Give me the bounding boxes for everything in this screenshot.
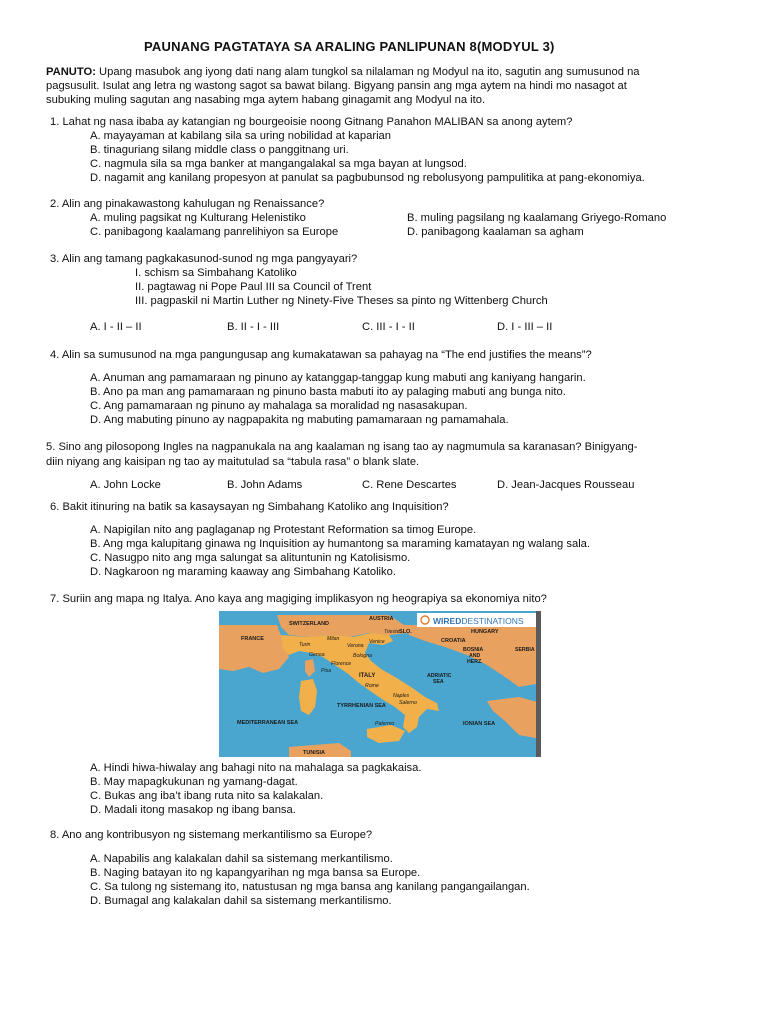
map-label-trieste: Trieste [384,629,400,635]
map-label-bosnia-2: AND [469,653,481,659]
question-2-stem: 2. Alin ang pinakawastong kahulugan ng Renaissance? [50,198,325,210]
question-3-item-1: I. schism sa Simbahang Katoliko [135,267,297,279]
italy-map [219,611,541,757]
instructions-text-1: Upang masubok ang iyong dati nang alam tungkol sa nilalaman ng Modyul na ito, sagutin ang sumusunod na [95,66,640,78]
question-2-option-a: A. muling pagsikat ng Kulturang Helenistiko [90,212,306,224]
question-1-option-d: D. nagamit ang kanilang propesyon at panulat sa pagbubunsod ng rebolusyong pampulitika at pang-ekonomiya. [90,172,645,184]
question-5-option-a: A. John Locke [90,479,161,491]
document-title: PAUNANG PAGTATAYA SA ARALING PANLIPUNAN 8(MODYUL 3) [144,39,555,54]
question-2-option-c: C. panibagong kaalamang panrelihiyon sa Europe [90,226,339,238]
map-label-salerno: Salerno [399,700,417,706]
question-6-option-c: C. Nasugpo nito ang mga salungat sa alituntunin ng Katolisismo. [90,552,411,564]
map-label-adriatic-1: ADRIATIC [427,673,452,679]
map-label-rome: Rome [365,683,379,689]
svg-text:WIREDDESTINATIONS [433,616,524,626]
map-label-adriatic-2: SEA [433,679,444,685]
question-3-option-a: A. I - II – II [90,321,142,333]
map-label-naples: Naples [393,693,410,699]
question-7-stem: 7. Suriin ang mapa ng Italya. Ano kaya ang magiging implikasyon ng heograpiya sa ekonomiya nito? [50,593,547,605]
question-6-option-b: B. Ang mga kalupitang ginawa ng Inquisition ay humantong sa maraming kamatayan ng walang sala. [90,538,591,550]
map-label-palermo: Palermo [375,721,395,727]
question-6-option-a: A. Napigilan nito ang paglaganap ng Protestant Reformation sa timog Europe. [90,524,477,536]
map-land-france [219,625,289,673]
question-5-option-b: B. John Adams [227,479,303,491]
map-label-france: FRANCE [241,636,264,642]
question-5-stem-line-2: diin niyang ang kaisipan ng tao ay maitutulad sa “tabula rasa” o blank slate. [46,456,420,468]
question-3-option-b: B. II - I - III [227,321,280,333]
question-4-option-d: D. Ang mabuting pinuno ay nagpapakita ng mabuting pamamaraan ng pamamahala. [90,414,509,426]
question-8-stem: 8. Ano ang kontribusyon ng sistemang merkantilismo sa Europe? [50,829,373,841]
logo-brand-suffix: DESTINATIONS [461,616,524,626]
question-6-stem: 6. Bakit itinuring na batik sa kasaysayan ng Simbahang Katoliko ang Inquisition? [50,501,449,513]
map-label-pisa: Pisa [321,668,332,674]
map-label-tunisia: TUNISIA [303,750,325,756]
map-frame-strip [536,611,541,757]
question-8-option-b: B. Naging batayan ito ng kapangyarihan ng mga bansa sa Europe. [90,867,421,879]
question-8-option-d: D. Bumagal ang kalakalan dahil sa sistemang merkantilismo. [90,895,392,907]
question-7-option-a: A. Hindi hiwa-hiwalay ang bahagi nito na mahalaga sa pagkakaisa. [90,762,422,774]
map-label-bologna: Bologna [353,653,373,659]
italy-map-graphic [219,611,541,757]
map-label-milan: Milan [327,636,340,642]
instructions-line-3: subuking muling sagutan ang nasabing mga aytem habang ginagamit ang Modyul na ito. [46,94,486,106]
instructions-line-1 [46,65,640,79]
question-5-option-c: C. Rene Descartes [362,479,457,491]
question-5-option-d: D. Jean-Jacques Rousseau [497,479,635,491]
question-4-option-c: C. Ang pamamaraan ng pinuno ay mahalaga sa moralidad ng nasasakupan. [90,400,468,412]
map-label-hungary: HUNGARY [471,629,499,635]
map-label-austria: AUSTRIA [369,616,394,622]
question-4-stem: 4. Alin sa sumusunod na mga pangungusap ang kumakatawan sa pahayag na “The end justifies the means”? [50,349,592,361]
map-label-bosnia-3: HERZ. [467,659,483,665]
question-1-stem: 1. Lahat ng nasa ibaba ay katangian ng bourgeoisie noong Gitnang Panahon MALIBAN sa anong aytem? [50,116,573,128]
question-7-option-d: D. Madali itong masakop ng ibang bansa. [90,804,296,816]
map-label-turin: Turin [299,642,311,648]
question-3-item-2: II. pagtawag ni Pope Paul III sa Council of Trent [135,281,372,293]
question-1-option-b: B. tinaguriang silang middle class o panggitnang uri. [90,144,349,156]
question-8-option-c: C. Sa tulong ng sistemang ito, natustusan ng mga bansa ang kanilang pangangailangan. [90,881,530,893]
wired-destinations-logo [421,616,524,626]
question-7-option-b: B. May mapagkukunan ng yamang-dagat. [90,776,298,788]
map-label-italy: ITALY [359,673,376,679]
map-label-venice: Venice [369,639,385,645]
map-label-ionian: IONIAN SEA [463,721,496,727]
map-label-mediterranean: MEDITERRANEAN SEA [237,720,299,726]
question-3-stem: 3. Alin ang tamang pagkakasunod-sunod ng mga pangyayari? [50,253,358,265]
question-3-option-d: D. I - III – II [497,321,553,333]
map-label-bosnia-1: BOSNIA [463,647,484,653]
map-label-verona: Verona [347,643,364,649]
instructions-label: PANUTO: [46,66,96,78]
logo-brand-prefix: WIRED [433,616,462,626]
question-8-option-a: A. Napabilis ang kalakalan dahil sa sistemang merkantilismo. [90,853,393,865]
map-label-slo: SLO. [399,629,412,635]
map-label-florence: Florence [331,661,352,667]
question-3-option-c: C. III - I - II [362,321,415,333]
instructions-line-2: pagsusulit. Isulat ang letra ng wastong sagot sa bawat bilang. Bigyang pansin ang mga aytem na hindi mo nasagot at [46,80,627,92]
question-7-option-c: C. Bukas ang iba’t ibang ruta nito sa kalakalan. [90,790,324,802]
question-4-option-b: B. Ano pa man ang pamamaraan ng pinuno basta mabuti ito ay palaging mabuti ang bunga nito. [90,386,566,398]
question-1-option-a: A. mayayaman at kabilang sila sa uring nobilidad at kaparian [90,130,391,142]
map-label-switzerland: SWITZERLAND [289,621,330,627]
map-label-genoa: Genoa [309,652,325,658]
question-1-option-c: C. nagmula sila sa mga banker at mangangalakal sa mga bayan at lungsod. [90,158,467,170]
question-2-option-b: B. muling pagsilang ng kaalamang Griyego-Romano [407,212,667,224]
question-2-option-d: D. panibagong kaalaman sa agham [407,226,584,238]
map-label-serbia: SERBIA [515,647,535,653]
question-3-item-3: III. pagpaskil ni Martin Luther ng Ninety-Five Theses sa pinto ng Wittenberg Church [135,295,548,307]
map-label-tyrrhenian: TYRRHENIAN SEA [337,703,386,709]
question-5-stem-line-1: 5. Sino ang pilosopong Ingles na nagpanukala na ang kaalaman ng isang tao ay nagmumula sa karanasan? Binigyang- [46,441,638,453]
question-4-option-a: A. Anuman ang pamamaraan ng pinuno ay katanggap-tanggap kung mabuti ang kaniyang hangarin. [90,372,586,384]
map-label-croatia: CROATIA [441,638,466,644]
question-6-option-d: D. Nagkaroon ng maraming kaaway ang Simbahang Katoliko. [90,566,396,578]
